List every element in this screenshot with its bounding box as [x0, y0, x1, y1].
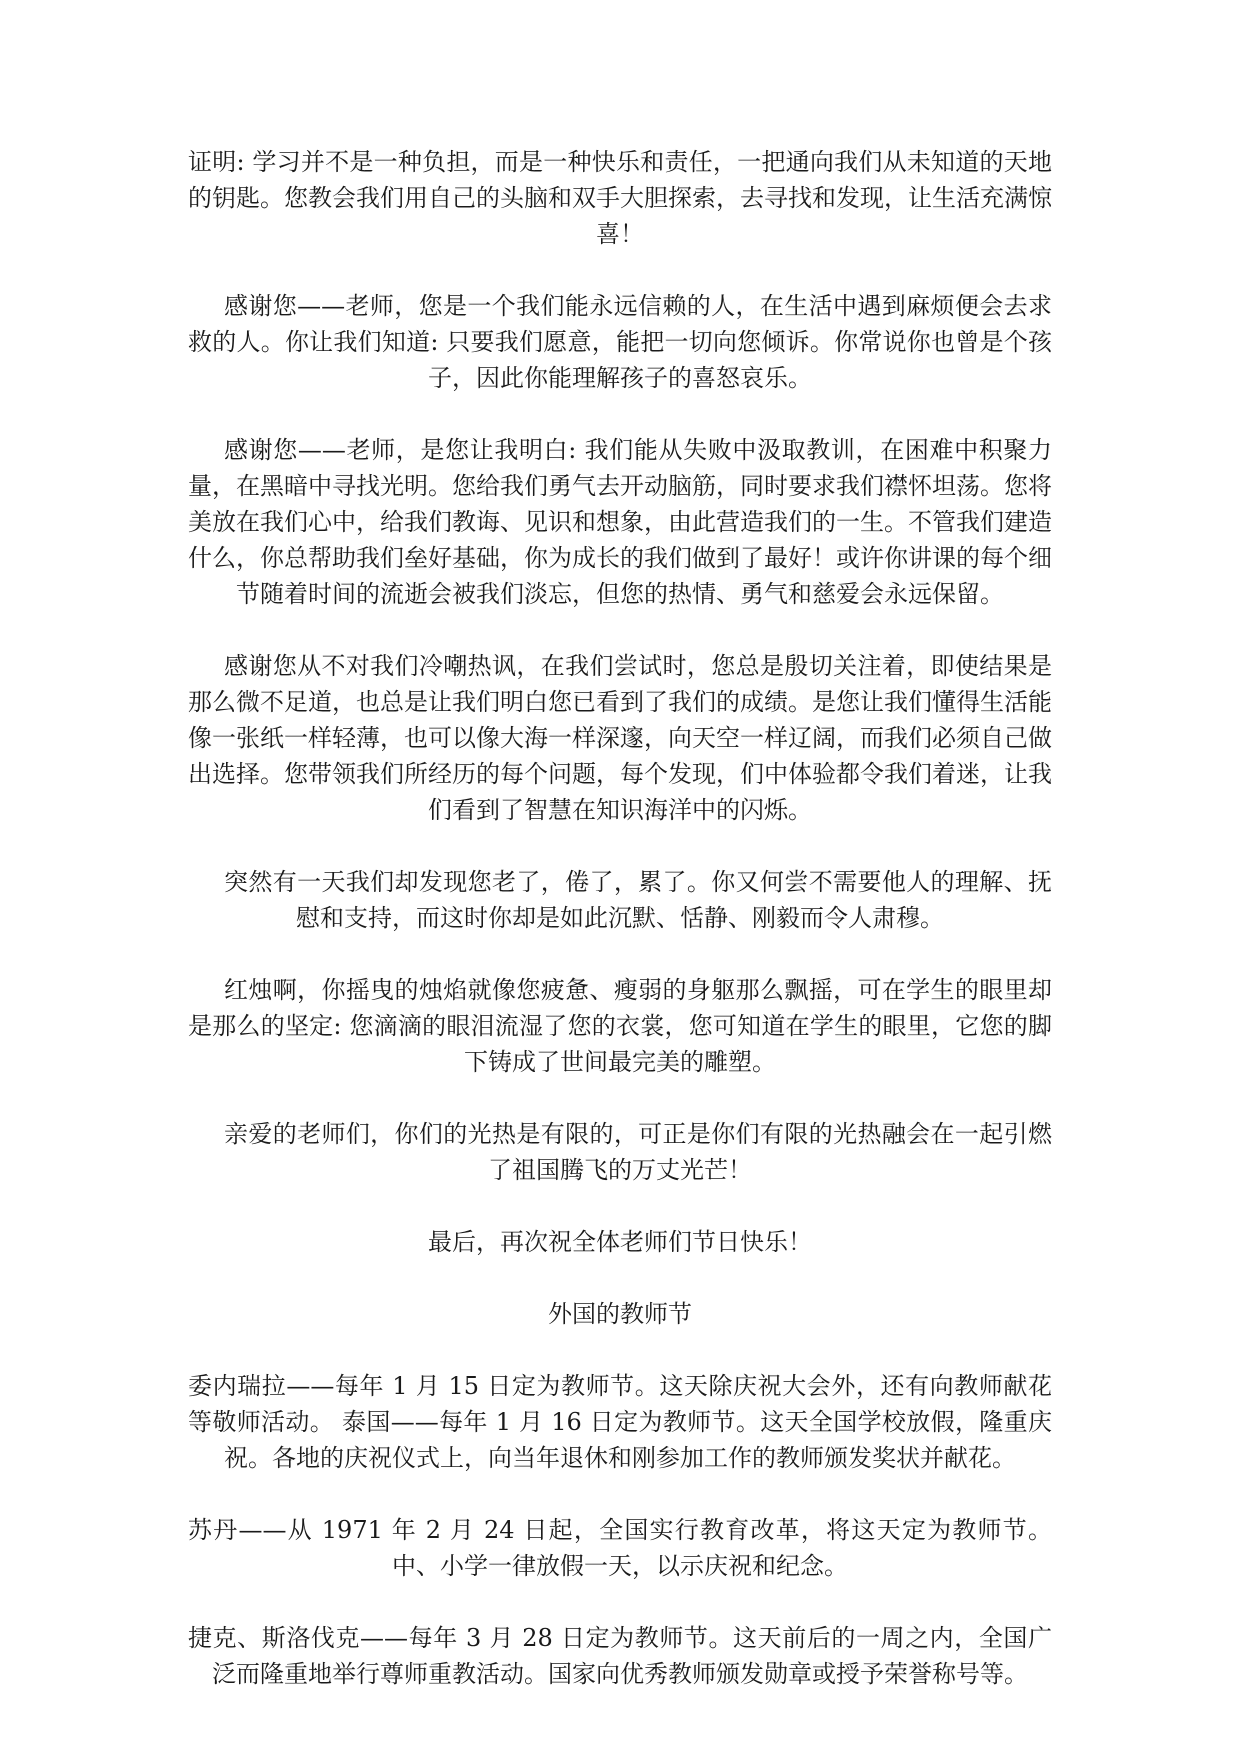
paragraph-closing-wish: 最后，再次祝全体老师们节日快乐！ [428, 1228, 812, 1256]
paragraph-thanks-lessons: 感谢您——老师，是您让我明白: 我们能从失败中汲取教训，在困难中积聚力量，在黑暗中寻找光明。您给我们勇气去开动脑筋，同时要求我们襟怀坦荡。您将美放在我们心中，给我们教诲、见识和想象，由此营造我们的一生。不管我们建造什么，你总帮助我们垒好基础，你为成长的我们做到了最好！或许你讲课的每个细节随着时间的流逝会被我们淡忘，但您的热情、勇气和慈爱会永远保留。 [188, 436, 1052, 608]
section-heading-foreign-teachers-day: 外国的教师节 [548, 1300, 692, 1328]
paragraph-dear-teachers: 亲爱的老师们，你们的光热是有限的，可正是你们有限的光热融会在一起引燃了祖国腾飞的万丈光芒！ [224, 1120, 1052, 1184]
paragraph-thanks-attention: 感谢您从不对我们冷嘲热讽，在我们尝试时，您总是殷切关注着，即使结果是那么微不足道，也总是让我们明白您已看到了我们的成绩。是您让我们懂得生活能像一张纸一样轻薄，也可以像大海一样深邃，向天空一样辽阔，而我们必须自己做出选择。您带领我们所经历的每个问题，每个发现，们中体验都令我们着迷，让我们看到了智慧在知识海洋中的闪烁。 [188, 652, 1052, 824]
paragraph-sudan: 苏丹——从 1971 年 2 月 24 日起，全国实行教育改革，将这天定为教师节。中、小学一律放假一天，以示庆祝和纪念。 [188, 1516, 1052, 1580]
document-body [188, 144, 1052, 1728]
paragraph-thanks-trust: 感谢您——老师，您是一个我们能永远信赖的人，在生活中遇到麻烦便会去求救的人。你让我们知道: 只要我们愿意，能把一切向您倾诉。你常说你也曾是个孩子，因此你能理解孩子的喜怒哀乐。 [188, 292, 1052, 392]
paragraph-intro: 证明: 学习并不是一种负担，而是一种快乐和责任，一把通向我们从未知道的天地的钥匙。您教会我们用自己的头脑和双手大胆探索，去寻找和发现，让生活充满惊喜！ [188, 148, 1052, 248]
paragraph-teacher-aged: 突然有一天我们却发现您老了，倦了，累了。你又何尝不需要他人的理解、抚慰和支持，而这时你却是如此沉默、恬静、刚毅而令人肃穆。 [224, 868, 1052, 932]
paragraph-venezuela-thailand: 委内瑞拉——每年 1 月 15 日定为教师节。这天除庆祝大会外，还有向教师献花等敬师活动。 泰国——每年 1 月 16 日定为教师节。这天全国学校放假，隆重庆祝。各地的庆祝仪式上，向当年退休和刚参加工作的教师颁发奖状并献花。 [188, 1372, 1052, 1472]
paragraph-red-candle: 红烛啊，你摇曳的烛焰就像您疲惫、瘦弱的身躯那么飘摇，可在学生的眼里却是那么的坚定: 您滴滴的眼泪流湿了您的衣裳，您可知道在学生的眼里，它您的脚下铸成了世间最完美的雕塑。 [188, 976, 1052, 1076]
paragraph-czech-slovakia: 捷克、斯洛伐克——每年 3 月 28 日定为教师节。这天前后的一周之内，全国广泛而隆重地举行尊师重教活动。国家向优秀教师颁发勋章或授予荣誉称号等。 [188, 1624, 1052, 1688]
